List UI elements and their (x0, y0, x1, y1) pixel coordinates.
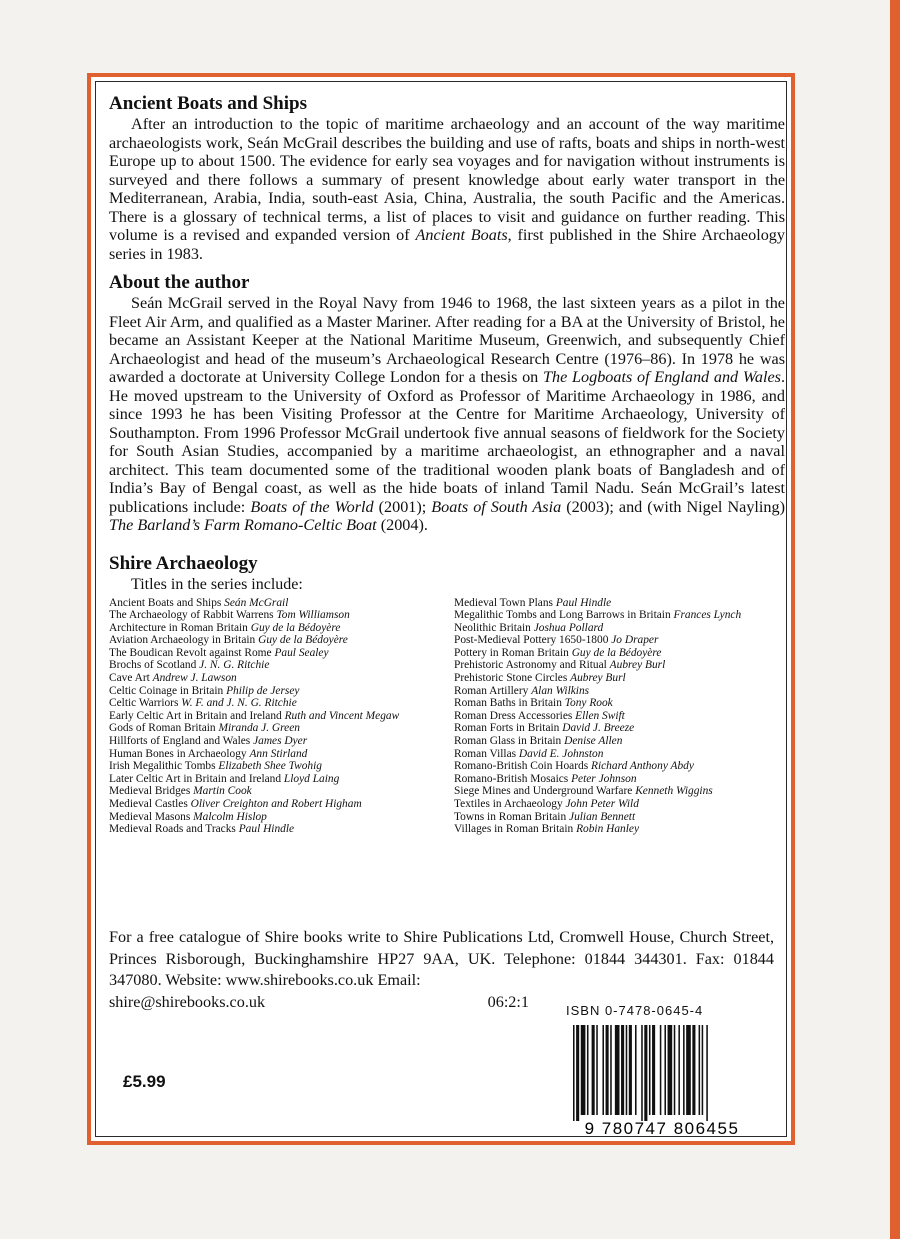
series-author: J. N. G. Ritchie (199, 659, 270, 672)
catalogue-text: For a free catalogue of Shire books write to Shire Publications Ltd, Cromwell House, Church Street, Princes Risborough, Buckinghamshire HP27 9AA, UK. Telephone: 01844 344301. Fax: 01844 347080. Website: www.shirebooks.co.uk Email: (109, 928, 774, 989)
series-author: Paul Sealey (274, 646, 329, 659)
series-author: Jo Draper (611, 634, 659, 647)
series-author: James Dyer (253, 735, 308, 748)
book-heading: Ancient Boats and Ships (109, 93, 307, 114)
series-author: Philip de Jersey (226, 684, 300, 697)
series-title-item (454, 798, 799, 811)
barcode-bar (581, 1025, 586, 1115)
series-author: Paul Hindle (555, 596, 612, 609)
series-title-item (454, 785, 799, 798)
barcode-bar (702, 1025, 704, 1115)
barcode-bar (576, 1025, 579, 1121)
series-title: Romano-British Mosaics (454, 772, 572, 785)
barcode-bar (615, 1025, 620, 1115)
series-title: Irish Megalithic Tombs (109, 760, 219, 773)
series-author: Oliver Creighton and Robert Higham (190, 798, 362, 810)
author-heading: About the author (109, 272, 250, 293)
series-title: Brochs of Scotland (109, 659, 200, 672)
series-author: Tony Rook (564, 697, 613, 710)
series-title-item (109, 735, 439, 748)
series-title-item (454, 760, 799, 773)
series-author: Julian Bennett (569, 810, 636, 823)
series-author: Ruth and Vincent Megaw (284, 709, 400, 722)
series-title-item (454, 735, 799, 748)
series-author: Malcolm Hislop (193, 810, 267, 823)
series-title: Medieval Town Plans (454, 596, 556, 609)
series-title-item (109, 697, 439, 710)
series-title: Cave Art (109, 672, 153, 685)
barcode-bar (592, 1025, 595, 1115)
series-title: Siege Mines and Underground Warfare (454, 785, 636, 798)
series-title: Neolithic Britain (454, 621, 534, 634)
series-title-item (454, 773, 799, 786)
series-title: Medieval Castles (109, 798, 191, 810)
price: £5.99 (123, 1072, 166, 1091)
series-title-item (109, 823, 439, 836)
barcode-bar (626, 1025, 628, 1115)
series-title: Ancient Boats and Ships (109, 596, 225, 609)
series-author: Paul Hindle (238, 823, 295, 836)
cover-content (109, 93, 785, 836)
barcode-bar (573, 1025, 575, 1121)
series-title-item (454, 685, 799, 698)
barcode-bar (664, 1025, 666, 1115)
series-title-item (454, 697, 799, 710)
series-author: Richard Anthony Abdy (591, 760, 694, 773)
barcode-bar (621, 1025, 624, 1115)
barcode-bar (706, 1025, 708, 1121)
series-title: Hillforts of England and Wales (109, 735, 254, 748)
barcode-bar (641, 1025, 643, 1121)
book-blurb: After an introduction to the topic of maritime archaeology and an account of the way maritime archaeologists work, Seán McGrail describes the building and use of rafts, boats and ships in north-west Europe up to about 1500. The evidence for early sea voyages and for navigation without instruments is surveyed and there follows a summary of present knowledge about early water transport in the Mediterranean, Arabia, India, south-east Asia, China, Australia, the south Pacific and the Americas. There is a glossary of technical terms, a list of places to visit and guidance on further reading. This volume is a revised and expanded version of Ancient Boats, first published in the Shire Archaeology series in 1983. (109, 115, 785, 263)
series-author: Miranda J. Green (218, 722, 300, 735)
series-intro: Titles in the series include: (131, 575, 303, 593)
barcode-bar (587, 1025, 589, 1115)
series-title-item (109, 634, 439, 647)
series-title-item (109, 710, 439, 723)
series-title: Human Bones in Archaeology (109, 747, 250, 760)
series-title: Roman Artillery (454, 684, 532, 697)
series-author: Joshua Pollard (533, 621, 604, 634)
series-title: Medieval Roads and Tracks (109, 823, 239, 836)
series-author: Alan Wilkins (531, 684, 590, 697)
series-title: Romano-British Coin Hoards (454, 760, 591, 773)
series-author: Aubrey Burl (609, 659, 666, 672)
series-title-item (454, 647, 799, 660)
series-title: Towns in Roman Britain (454, 810, 570, 823)
series-title: The Archaeology of Rabbit Warrens (109, 609, 277, 622)
barcode-bar (652, 1025, 655, 1115)
series-author: Robin Hanley (576, 823, 640, 836)
series-title-item (109, 622, 439, 635)
series-title-item (109, 811, 439, 824)
series-title: Gods of Roman Britain (109, 722, 219, 735)
series-title-item (454, 748, 799, 761)
series-author: Seán McGrail (224, 596, 289, 609)
barcode-graphic (567, 1023, 757, 1137)
series-author: Tom Williamson (276, 609, 350, 622)
series-title-item (109, 609, 439, 622)
series-author: Martin Cook (193, 785, 252, 798)
email-address: shire@shirebooks.co.uk (109, 992, 266, 1011)
series-author: David J. Breeze (562, 722, 635, 735)
author-bio: Seán McGrail served in the Royal Navy from 1946 to 1968, the last sixteen years as a pilot in the Fleet Air Arm, and qualified as a Master Mariner. After reading for a BA at the University of Bristol, he became an Assistant Keeper at the National Maritime Museum, Greenwich, and subsequently Chief Archaeologist and head of the museum’s Archaeological Research Centre (1976–86). In 1978 he was awarded a doctorate at University College London for a thesis on The Logboats of England and Wales. He moved upstream to the University of Oxford as Professor of Maritime Archaeology in 1986, and since 1993 he has been Visiting Professor at the Centre for Maritime Archaeology, University of Southampton. From 1996 Professor McGrail undertook five annual seasons of fieldwork for the Society for South Asian Studies, accompanied by a maritime archaeologist, an ethnographer and a naval architect. This team documented some of the traditional wooden plank boats of Bangladesh and of India’s Bay of Bengal coast, as well as the hide boats of inland Tamil Nadu. Seán McGrail’s latest publications include: Boats of the World (2001); Boats of South Asia (2003); and (with Nigel Nayling) The Barland’s Farm Romano-Celtic Boat (2004). (109, 294, 785, 534)
series-author: Guy de la Bédoyère (571, 646, 662, 659)
series-title: Villages in Roman Britain (454, 823, 577, 836)
barcode-bar (596, 1025, 598, 1115)
barcode-bar (649, 1025, 651, 1115)
series-title-item (454, 622, 799, 635)
series-title-item (109, 647, 439, 660)
barcode-bar (678, 1025, 680, 1115)
series-title: Roman Villas (454, 747, 519, 760)
series-title-item (109, 748, 439, 761)
catalogue-info (109, 927, 774, 1013)
series-section (109, 553, 785, 836)
page-edge (890, 0, 900, 1239)
series-title: Pottery in Roman Britain (454, 646, 572, 659)
back-cover (87, 73, 795, 1145)
series-author: Frances Lynch (673, 609, 742, 622)
barcode-bar (629, 1025, 632, 1115)
author-section (109, 272, 785, 535)
series-author: John Peter Wild (565, 798, 639, 810)
barcode-bar (644, 1025, 647, 1121)
series-title: Architecture in Roman Britain (109, 621, 251, 634)
series-author: W. F. and J. N. G. Ritchie (181, 697, 297, 710)
series-title: Aviation Archaeology in Britain (109, 634, 259, 647)
series-title: Megalithic Tombs and Long Barrows in Britain (454, 609, 674, 622)
series-title-item (454, 634, 799, 647)
series-author: Peter Johnson (571, 772, 637, 785)
titles-column-left (109, 597, 439, 836)
barcode-bar (683, 1025, 685, 1115)
print-code: 06:2:1 (487, 992, 529, 1011)
series-title-item (454, 672, 799, 685)
series-title-item (109, 798, 439, 811)
series-title: Prehistoric Stone Circles (454, 672, 571, 685)
series-titles (109, 597, 799, 836)
series-author: Guy de la Bédoyère (258, 634, 348, 647)
series-title-item (454, 710, 799, 723)
series-title-item (454, 659, 799, 672)
series-title-item (109, 597, 439, 610)
isbn-number: ISBN 0-7478-0645-4 (566, 1003, 704, 1018)
series-title: Prehistoric Astronomy and Ritual (454, 659, 610, 672)
series-title: Post-Medieval Pottery 1650-1800 (454, 634, 612, 647)
series-title-item (109, 672, 439, 685)
series-author: Guy de la Bédoyère (250, 621, 341, 634)
series-title: Medieval Masons (109, 810, 194, 823)
series-author: Aubrey Burl (570, 672, 626, 685)
series-title-item (454, 597, 799, 610)
barcode-bar (606, 1025, 609, 1115)
series-title-item (109, 685, 439, 698)
series-title: Roman Dress Accessories (454, 709, 576, 722)
series-author: Lloyd Laing (283, 772, 340, 785)
barcode (567, 1023, 757, 1137)
series-author: Ellen Swift (575, 709, 625, 722)
series-title-item (454, 811, 799, 824)
series-author: Andrew J. Lawson (152, 672, 237, 685)
barcode-bar (686, 1025, 691, 1115)
series-author: Ann Stirland (249, 747, 308, 760)
series-heading: Shire Archaeology (109, 552, 258, 574)
series-title: Later Celtic Art in Britain and Ireland (109, 772, 284, 785)
barcode-bar (699, 1025, 701, 1115)
series-title: Roman Forts in Britain (454, 722, 563, 735)
series-title-item (109, 659, 439, 672)
series-author: Denise Allen (564, 735, 623, 748)
barcode-digits: 9 780747 806455 (584, 1119, 740, 1137)
series-title-item (109, 722, 439, 735)
barcode-bar (692, 1025, 695, 1115)
barcode-bar (668, 1025, 673, 1115)
series-title: Medieval Bridges (109, 785, 194, 798)
series-title-item (109, 785, 439, 798)
series-title: The Boudican Revolt against Rome (109, 646, 275, 659)
series-title-item (454, 722, 799, 735)
series-title: Early Celtic Art in Britain and Ireland (109, 709, 285, 722)
series-title-item (109, 773, 439, 786)
series-title: Celtic Warriors (109, 697, 182, 710)
series-title: Celtic Coinage in Britain (109, 684, 227, 697)
series-author: David E. Johnston (518, 747, 604, 760)
barcode-bar (660, 1025, 662, 1115)
barcode-bar (610, 1025, 612, 1115)
barcode-bar (674, 1025, 676, 1115)
series-title: Roman Baths in Britain (454, 697, 565, 710)
series-title-item (109, 760, 439, 773)
series-author: Kenneth Wiggins (635, 785, 713, 798)
series-title-item (454, 609, 799, 622)
series-title: Textiles in Archaeology (454, 798, 566, 810)
barcode-bar (602, 1025, 604, 1115)
series-title-item (454, 823, 799, 836)
barcode-bar (635, 1025, 637, 1115)
book-description (109, 93, 785, 263)
series-title: Roman Glass in Britain (454, 735, 565, 748)
series-author: Elizabeth Shee Twohig (218, 760, 322, 773)
titles-column-right (454, 597, 799, 836)
